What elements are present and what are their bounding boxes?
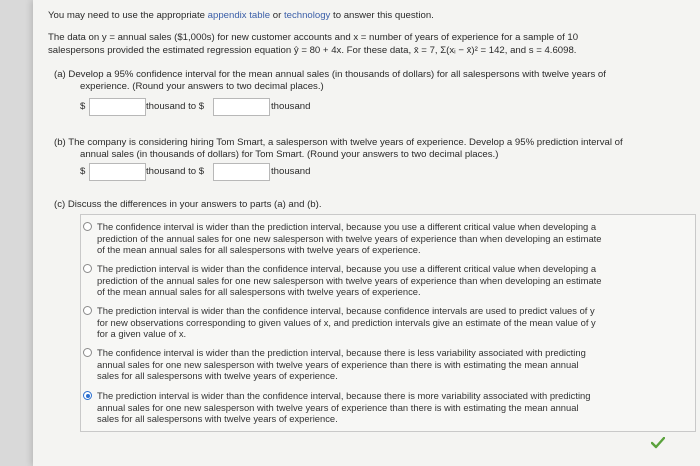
appendix-table-link[interactable]: appendix table (207, 10, 271, 21)
part-b-end-label: thousand (271, 166, 311, 177)
setup-line-1: The data on y = annual sales ($1,000s) for new customer accounts and x = number of years of experience for a sample of 10 (48, 32, 579, 43)
part-a-upper-input[interactable] (213, 98, 270, 116)
option-2[interactable] (83, 263, 691, 298)
instructions-suffix: to answer this question. (330, 10, 434, 21)
option-3-radio[interactable] (83, 306, 92, 315)
option-3-line-1: The prediction interval is wider than the confidence interval, because confidence intervals are used to predict values of y (97, 305, 595, 316)
option-5[interactable] (83, 390, 691, 425)
part-a-end-label: thousand (271, 101, 311, 112)
option-4-line-2: annual sales for one new salesperson with twelve years of experience than there is with estimating the mean annual (97, 358, 579, 370)
option-2-line-3: of the mean annual sales for all salespersons with twelve years of experience. (97, 286, 421, 298)
correct-checkmark-icon (651, 437, 665, 449)
option-1-line-2: prediction of the annual sales for one new salesperson with twelve years of experience than when developing an estimate (97, 232, 602, 244)
option-4-radio[interactable] (83, 348, 92, 357)
option-3-line-3: for a given value of x. (97, 328, 187, 340)
part-a-lower-input[interactable] (89, 98, 146, 116)
option-3-line-2: for new observations corresponding to given values of x, and prediction intervals give an estimate of the mean value of y (97, 316, 596, 328)
option-4-line-3: sales for all salespersons with twelve years of experience. (97, 370, 338, 382)
part-a-prompt-1: (a) Develop a 95% confidence interval for the mean annual sales (in thousands of dollars) for all salespersons with twelve years of (54, 69, 606, 80)
option-5-line-1: The prediction interval is wider than the confidence interval, because there is more variability associated with predicting (97, 390, 591, 401)
option-1-line-3: of the mean annual sales for all salespersons with twelve years of experience. (97, 244, 421, 256)
part-a-currency: $ (80, 101, 86, 112)
option-3[interactable] (83, 305, 691, 340)
option-4[interactable] (83, 347, 691, 382)
part-b-to-label: thousand to $ (146, 166, 205, 177)
part-b-currency: $ (80, 166, 86, 177)
option-1-line-1: The confidence interval is wider than the prediction interval, because you use a different critical value when developing a (97, 221, 597, 232)
option-4-line-1: The confidence interval is wider than the prediction interval, because there is less variability associated with predicting (97, 347, 586, 358)
option-1-radio[interactable] (83, 222, 92, 231)
part-a-to-label: thousand to $ (146, 101, 205, 112)
question-page (33, 0, 700, 466)
part-b-prompt-1: (b) The company is considering hiring Tom Smart, a salesperson with twelve years of experience. Develop a 95% prediction interval of (54, 137, 623, 148)
option-2-radio[interactable] (83, 264, 92, 273)
option-2-line-1: The prediction interval is wider than the confidence interval, because you use a different critical value when developing a (97, 263, 597, 274)
part-b-lower-input[interactable] (89, 163, 146, 181)
setup-line-2: salespersons provided the estimated regression equation ŷ = 80 + 4x. For these data, x̄ = 7, Σ(xᵢ − x̄)² = 142, and s = 4.6098. (48, 45, 577, 56)
part-a-prompt-2: experience. (Round your answers to two decimal places.) (80, 81, 324, 92)
option-2-line-2: prediction of the annual sales for one new salesperson with twelve years of experience than when developing an estimate (97, 274, 602, 286)
instructions-text: You may need to use the appropriate (48, 10, 208, 21)
instructions (48, 10, 434, 22)
part-c-prompt: (c) Discuss the differences in your answers to parts (a) and (b). (54, 199, 322, 210)
part-b-prompt-2: annual sales (in thousands of dollars) for Tom Smart. (Round your answers to two decimal places.) (80, 149, 499, 160)
option-5-line-2: annual sales for one new salesperson with twelve years of experience than there is with estimating the mean annual (97, 401, 579, 413)
option-1[interactable] (83, 221, 691, 256)
instructions-or: or (270, 10, 284, 21)
part-b-upper-input[interactable] (213, 163, 270, 181)
option-5-radio-selected[interactable] (83, 391, 92, 400)
technology-link[interactable]: technology (283, 10, 331, 21)
option-5-line-3: sales for all salespersons with twelve years of experience. (97, 413, 338, 425)
